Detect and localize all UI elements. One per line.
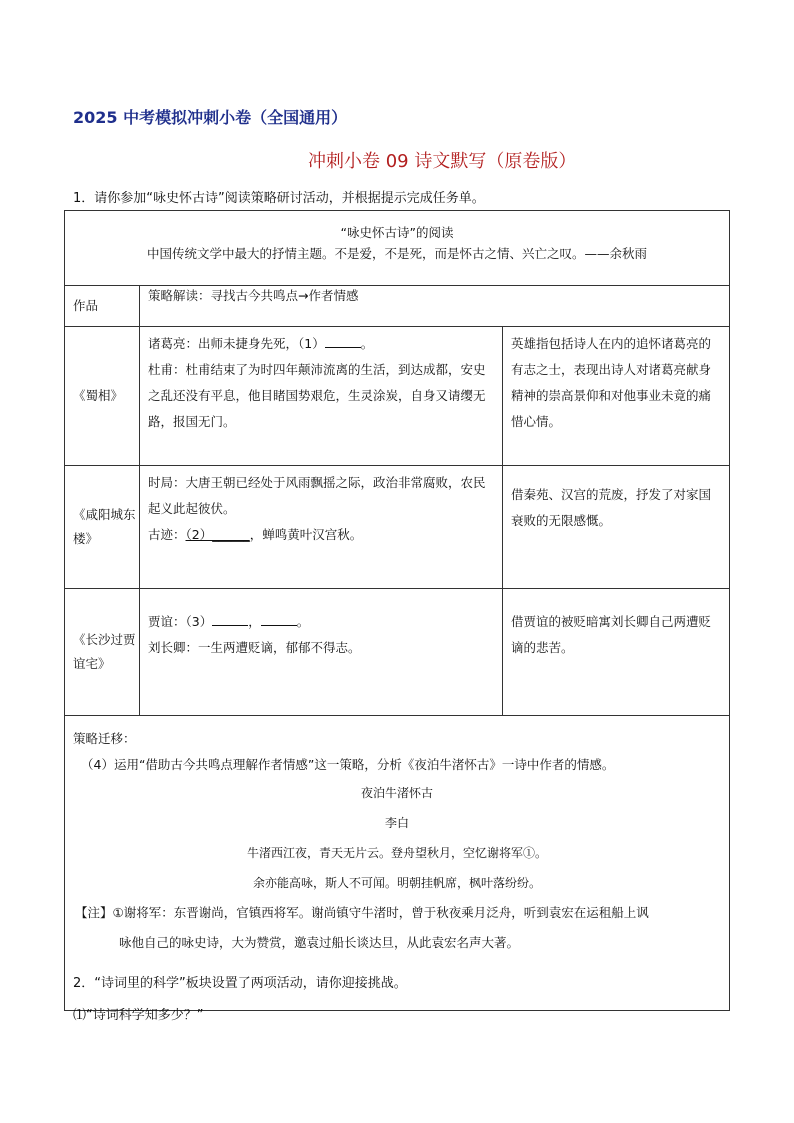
note-line-2: 咏他自己的咏史诗，大为赞赏，邀袁过船长谈达旦，从此袁宏名声大著。 bbox=[119, 935, 520, 950]
punct: 。 bbox=[296, 614, 310, 629]
intro-title: “咏史怀古诗”的阅读 bbox=[340, 225, 454, 240]
header-strategy: 策略解读：寻找古今共鸣点→作者情感 bbox=[140, 286, 730, 327]
shuxiang-line-b: 杜甫：杜甫结束了为时四年颠沛流离的生活，到达成都，安史之乱还没有平息，他目睹国势艰危，生灵涂炭，自身又请缨无路，报国无门。 bbox=[148, 362, 486, 429]
note-line-1: 【注】①谢将军：东晋谢尚，官镇西将军。谢尚镇守牛渚时，曾于秋夜乘月泛舟，听到袁宏在运租船上讽 bbox=[75, 905, 649, 920]
changsha-line-b: 刘长卿：一生两遭贬谪，郁郁不得志。 bbox=[148, 640, 361, 655]
poem-note bbox=[65, 898, 729, 958]
intro-cell bbox=[65, 211, 730, 286]
xianyang-line-b: 古迹： bbox=[148, 527, 186, 542]
xianyang-line-b-end: ，蝉鸣黄叶汉宫秋。 bbox=[249, 527, 363, 542]
question-2-sub: ⑴“诗词科学知多少？” bbox=[73, 1008, 204, 1023]
xianyang-line-a: 时局：大唐王朝已经处于风雨飘摇之际，政治非常腐败，农民起义此起彼伏。 bbox=[148, 475, 486, 516]
transfer-cell bbox=[65, 716, 730, 1011]
poem bbox=[65, 778, 729, 898]
shuxiang-line-a: 诸葛亮：出师未捷身先死，（1） bbox=[148, 336, 325, 351]
poem-line-1: 牛渚西江夜，青天无片云。登舟望秋月，空忆谢将军①。 bbox=[246, 846, 547, 860]
paper-title: 冲刺小卷 09 诗文默写（原卷版） bbox=[308, 151, 577, 172]
blank-1[interactable] bbox=[325, 333, 361, 348]
xianyang-emotion: 借秦苑、汉宫的荒废，抒发了对家国衰败的无限感慨。 bbox=[503, 466, 730, 589]
work-xianyang: 《咸阳城东楼》 bbox=[65, 466, 140, 589]
poem-author: 李白 bbox=[384, 816, 409, 830]
transfer-title: 策略迁移： bbox=[73, 731, 136, 746]
intro-quote: 中国传统文学中最大的抒情主题。不是爱，不是死，而是怀古之情、兴亡之叹。——余秋雨 bbox=[146, 246, 647, 261]
punct: 。 bbox=[360, 336, 374, 351]
xianyang-analysis bbox=[140, 466, 503, 589]
changsha-emotion: 借贾谊的被贬暗寓刘长卿自己两遭贬谪的悲苦。 bbox=[503, 589, 730, 716]
blank-2[interactable]: （2）______ bbox=[185, 527, 250, 542]
transfer-task: （4）运用“借助古今共鸣点理解作者情感”这一策略，分析《夜泊牛渚怀古》一诗中作者的情感。 bbox=[81, 757, 615, 772]
poem-line-2: 余亦能高咏，斯人不可闻。明朝挂帆席，枫叶落纷纷。 bbox=[252, 876, 541, 890]
task-table bbox=[64, 210, 730, 1011]
shuxiang-emotion: 英雄指包括诗人在内的追怀诸葛亮的有志之士，表现出诗人对诸葛亮献身精神的崇高景仰和对他事业未竟的痛惜心情。 bbox=[503, 327, 730, 466]
changsha-analysis bbox=[140, 589, 503, 716]
question-1-prompt: 1．请你参加“咏史怀古诗”阅读策略研讨活动，并根据提示完成任务单。 bbox=[73, 191, 485, 206]
poem-title: 夜泊牛渚怀古 bbox=[360, 786, 433, 800]
blank-3b[interactable] bbox=[261, 611, 297, 626]
work-changsha: 《长沙过贾谊宅》 bbox=[65, 589, 140, 716]
work-shuxiang: 《蜀相》 bbox=[65, 327, 140, 466]
header-work: 作品 bbox=[65, 286, 140, 327]
changsha-line-a: 贾谊：（3） bbox=[148, 614, 213, 629]
shuxiang-analysis bbox=[140, 327, 503, 466]
series-title: 2025 中考模拟冲刺小卷（全国通用） bbox=[73, 108, 348, 127]
blank-3a[interactable] bbox=[212, 611, 248, 626]
punct: ， bbox=[248, 614, 261, 629]
question-2-prompt: 2．“诗词里的科学”板块设置了两项活动，请你迎接挑战。 bbox=[73, 976, 407, 991]
